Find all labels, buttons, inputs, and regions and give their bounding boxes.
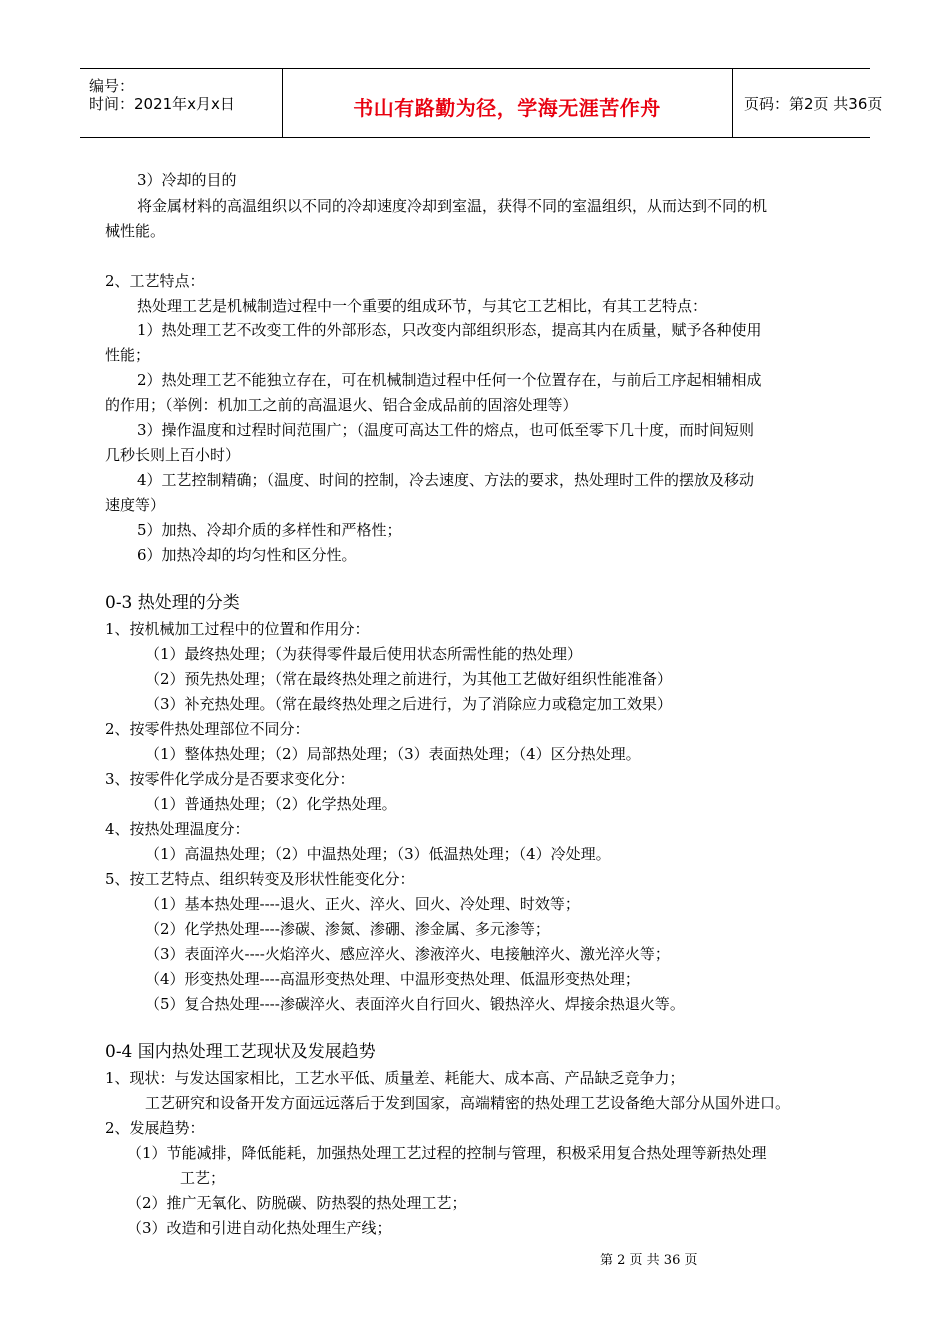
list-item: （4）形变热处理----高温形变热处理、中温形变热处理、低温形变热处理； <box>145 970 640 988</box>
list-item: （3）表面淬火----火焰淬火、感应淬火、渗液淬火、电接触淬火、激光淬火等； <box>145 945 670 963</box>
list-item: （1）整体热处理；（2）局部热处理；（3）表面热处理；（4）区分热处理。 <box>145 745 641 763</box>
page-footer: 第 2 页 共 36 页 <box>600 1253 698 1268</box>
list-item: （2）预先热处理；（常在最终热处理之前进行，为其他工艺做好组织性能准备） <box>145 670 673 688</box>
list-item: 2、发展趋势： <box>105 1119 205 1137</box>
header-left-cell <box>80 69 283 137</box>
paragraph-line: 6）加热冷却的均匀性和区分性。 <box>137 546 357 564</box>
paragraph-line: 1）热处理工艺不改变工件的外部形态，只改变内部组织形态，提高其内在质量，赋予各种使用 <box>137 321 762 339</box>
paragraph-line: 工艺研究和设备开发方面远远落后于发到国家，高端精密的热处理工艺设备绝大部分从国外进口。 <box>145 1094 791 1112</box>
list-item: 3、按零件化学成分是否要求变化分： <box>105 770 355 788</box>
paragraph-line: 几秒长则上百小时） <box>105 446 241 464</box>
list-item: （1）最终热处理；（为获得零件最后使用状态所需性能的热处理） <box>145 645 583 663</box>
paragraph-line: 2）热处理工艺不能独立存在，可在机械制造过程中任何一个位置存在，与前后工序起相辅相成 <box>137 371 762 389</box>
list-item: （2）推广无氧化、防脱碳、防热裂的热处理工艺； <box>127 1194 467 1212</box>
list-item: 2、按零件热处理部位不同分： <box>105 720 310 738</box>
section-heading-0-3: 0-3 热处理的分类 <box>105 593 240 613</box>
motto-text: 书山有路勤为径，学海无涯苦作舟 <box>353 96 661 120</box>
paragraph-line: 将金属材料的高温组织以不同的冷却速度冷却到室温，获得不同的室温组织，从而达到不同的机 <box>137 197 768 215</box>
time-label: 时间：2021年x月x日 <box>89 95 235 113</box>
section-item: 2、工艺特点： <box>105 272 205 290</box>
paragraph-line: 4）工艺控制精确；（温度、时间的控制，冷去速度、方法的要求，热处理时工件的摆放及移动 <box>137 471 755 489</box>
list-item: （1）基本热处理----退火、正火、淬火、回火、冷处理、时效等； <box>145 895 580 913</box>
paragraph-line: 械性能。 <box>105 222 166 240</box>
section-heading-0-4: 0-4 国内热处理工艺现状及发展趋势 <box>105 1042 376 1062</box>
header-motto-cell <box>282 69 733 137</box>
page-header <box>80 68 883 138</box>
list-item: 1、按机械加工过程中的位置和作用分： <box>105 620 370 638</box>
paragraph-line: 5）加热、冷却介质的多样性和严格性； <box>137 521 402 539</box>
header-right-cell <box>732 69 883 137</box>
page-info: 页码：第2页 共36页 <box>744 95 883 113</box>
paragraph-line: 性能； <box>105 346 151 364</box>
list-item: （3）补充热处理。（常在最终热处理之后进行，为了消除应力或稳定加工效果） <box>145 695 673 713</box>
subheading-cooling-purpose: 3）冷却的目的 <box>137 171 237 189</box>
paragraph-line: 工艺； <box>180 1169 226 1187</box>
list-item: 5、按工艺特点、组织转变及形状性能变化分： <box>105 870 415 888</box>
list-item: 1、现状：与发达国家相比，工艺水平低、质量差、耗能大、成本高、产品缺乏竞争力； <box>105 1069 685 1087</box>
list-item: （1）普通热处理；（2）化学热处理。 <box>145 795 397 813</box>
list-item: （5）复合热处理----渗碳淬火、表面淬火自行回火、锻热淬火、焊接余热退火等。 <box>145 995 685 1013</box>
list-item: （2）化学热处理----渗碳、渗氮、渗硼、渗金属、多元渗等； <box>145 920 550 938</box>
paragraph-line: 热处理工艺是机械制造过程中一个重要的组成环节，与其它工艺相比，有其工艺特点： <box>137 297 708 315</box>
list-item: （1）高温热处理；（2）中温热处理；（3）低温热处理；（4）冷处理。 <box>145 845 611 863</box>
list-item: （1）节能减排，降低能耗，加强热处理工艺过程的控制与管理，积极采用复合热处理等新热处理 <box>127 1144 767 1162</box>
code-label: 编号： <box>89 77 135 95</box>
paragraph-line: 3）操作温度和过程时间范围广；（温度可高达工件的熔点，也可低至零下几十度，而时间短则 <box>137 421 755 439</box>
list-item: （3）改造和引进自动化热处理生产线； <box>127 1219 392 1237</box>
list-item: 4、按热处理温度分： <box>105 820 250 838</box>
paragraph-line: 的作用；（举例：机加工之前的高温退火、铝合金成品前的固溶处理等） <box>105 396 578 414</box>
paragraph-line: 速度等） <box>105 496 166 514</box>
